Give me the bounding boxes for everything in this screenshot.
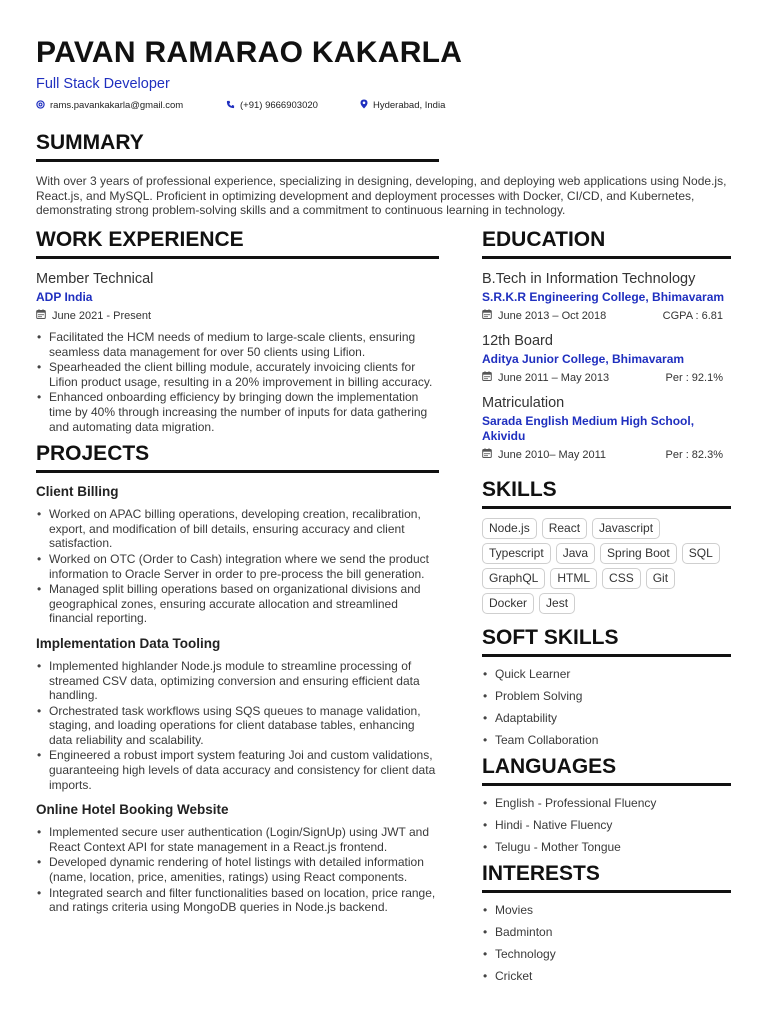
- skill-chip: Docker: [482, 593, 534, 614]
- list-item: • Technology: [482, 947, 731, 961]
- project-bullets: [36, 825, 439, 915]
- list-item: • Worked on OTC (Order to Cash) integration where we send the product information to Oracle Server in order to pre-process the bill generation.: [36, 552, 439, 581]
- project-title: Online Hotel Booking Website: [36, 802, 229, 818]
- list-item: • Cricket: [482, 969, 731, 983]
- job-dates: [36, 309, 439, 323]
- list-item: • English - Professional Fluency: [482, 796, 731, 810]
- calendar-icon: [482, 448, 498, 462]
- education-score: CGPA : 6.81: [662, 310, 723, 322]
- work-divider: [36, 256, 439, 259]
- list-item: • Movies: [482, 903, 731, 917]
- contact-row: [36, 99, 736, 113]
- projects-heading: PROJECTS: [36, 442, 150, 466]
- project-bullets: [36, 507, 439, 626]
- list-item: • Quick Learner: [482, 667, 731, 681]
- calendar-icon: [36, 309, 52, 323]
- list-item: • Problem Solving: [482, 689, 731, 703]
- list-item: • Badminton: [482, 925, 731, 939]
- languages-list: [482, 796, 731, 854]
- education-divider: [482, 256, 731, 259]
- summary-divider: [36, 159, 439, 162]
- work-bullets: [36, 330, 439, 434]
- summary-text: With over 3 years of professional experience, specializing in designing, developing, and deploying web applications using Node.js, React.js, and MySQL. Proficient in optimizing development and deployment processes with Docker, CI/CD, and Kubernetes, demonstrating strong problem-solving skills and a commitment to continuous learning in technology.: [36, 174, 727, 217]
- list-item: • Worked on APAC billing operations, developing creation, recalibration, export, and modification of bill details, ensuring accuracy and client satisfaction.: [36, 507, 439, 551]
- project-title: Implementation Data Tooling: [36, 635, 221, 651]
- job-dates-text: June 2021 - Present: [52, 310, 152, 322]
- skills-heading: SKILLS: [482, 478, 557, 501]
- education-heading: EDUCATION: [482, 228, 606, 251]
- contact-email[interactable]: [36, 99, 226, 113]
- list-item: • Engineered a robust import system featuring Joi and custom validations, guaranteeing high levels of data accuracy and consistency for client data imports.: [36, 748, 439, 792]
- calendar-icon: [482, 309, 498, 323]
- skill-chip: Node.js: [482, 518, 537, 539]
- summary-heading: SUMMARY: [36, 131, 144, 154]
- job-title: Member Technical: [36, 271, 154, 287]
- project-title: Client Billing: [36, 484, 119, 500]
- interests-divider: [482, 890, 731, 893]
- skills-divider: [482, 506, 731, 509]
- skill-chip: Typescript: [482, 543, 551, 564]
- calendar-icon: [482, 371, 498, 385]
- education-score: Per : 92.1%: [665, 372, 723, 384]
- work-heading: WORK EXPERIENCE: [36, 228, 244, 251]
- skill-chip: SQL: [682, 543, 720, 564]
- map-pin-icon: [360, 99, 373, 113]
- education-dates-text: June 2010– May 2011: [498, 449, 607, 461]
- phone-icon: [226, 100, 240, 113]
- skill-chip: HTML: [550, 568, 597, 589]
- list-item: • Telugu - Mother Tongue: [482, 840, 731, 854]
- education-dates-text: June 2011 – May 2013: [498, 372, 610, 384]
- interests-section: [482, 862, 731, 983]
- education-dates: [482, 371, 731, 385]
- languages-section: [482, 755, 731, 854]
- education-school: Sarada English Medium High School, Akividu: [482, 414, 695, 443]
- skill-chip: Java: [556, 543, 595, 564]
- skills-section: [482, 478, 731, 618]
- list-item: • Managed split billing operations based on organizational divisions and geographical zones, ensuring accurate allocation and streamlined financial reporting.: [36, 582, 439, 626]
- soft-skills-list: [482, 667, 731, 747]
- contact-phone[interactable]: [226, 99, 360, 113]
- projects-divider: [36, 470, 439, 473]
- phone-text: (+91) 9666903020: [240, 100, 318, 111]
- list-item: • Facilitated the HCM needs of medium to large-scale clients, ensuring seamless data management for over 50 clients using Lifion.: [36, 330, 439, 359]
- contact-location: [360, 99, 445, 113]
- company-name: ADP India: [36, 290, 93, 304]
- candidate-role: Full Stack Developer: [36, 76, 170, 92]
- education-degree: Matriculation: [482, 395, 565, 411]
- skill-chip: Jest: [539, 593, 575, 614]
- skill-chip: Spring Boot: [600, 543, 677, 564]
- education-degree: 12th Board: [482, 333, 553, 349]
- projects-section: [36, 442, 439, 915]
- list-item: • Spearheaded the client billing module, accurately invoicing clients for Lifion product usage, resulting in a 20% improvement in billing accuracy.: [36, 360, 439, 389]
- summary-section: [36, 131, 738, 218]
- skill-chip: Git: [646, 568, 675, 589]
- skill-chip: CSS: [602, 568, 641, 589]
- soft-skills-divider: [482, 654, 731, 657]
- resume-header: [36, 36, 736, 113]
- list-item: • Enhanced onboarding efficiency by bringing down the implementation time by 40% through increasing the number of inputs for data gathering and automating data migration.: [36, 390, 439, 434]
- location-text: Hyderabad, India: [373, 100, 446, 111]
- soft-skills-heading: SOFT SKILLS: [482, 626, 619, 649]
- list-item: • Team Collaboration: [482, 733, 731, 747]
- education-dates: [482, 309, 731, 323]
- soft-skills-section: [482, 626, 731, 747]
- list-item: • Hindi - Native Fluency: [482, 818, 731, 832]
- education-score: Per : 82.3%: [665, 449, 723, 461]
- skill-chip: GraphQL: [482, 568, 545, 589]
- list-item: • Integrated search and filter functionalities based on location, price range, and ratings criteria using MongoDB queries in Node.js backend.: [36, 886, 439, 915]
- education-school: S.R.K.R Engineering College, Bhimavaram: [482, 290, 725, 304]
- list-item: • Implemented highlander Node.js module to streamline processing of streamed CSV data, optimizing conversion and ensuring efficient data handling.: [36, 659, 439, 703]
- education-degree: B.Tech in Information Technology: [482, 271, 696, 287]
- project-bullets: [36, 659, 439, 792]
- languages-heading: LANGUAGES: [482, 755, 617, 778]
- interests-heading: INTERESTS: [482, 862, 600, 885]
- skills-list: [482, 518, 731, 618]
- list-item: • Implemented secure user authentication (Login/SignUp) using JWT and React Context API for state management in a React.js frontend.: [36, 825, 439, 854]
- skill-chip: Javascript: [592, 518, 660, 539]
- interests-list: [482, 903, 731, 983]
- candidate-name: PAVAN RAMARAO KAKARLA: [36, 36, 463, 69]
- right-column: [482, 228, 731, 991]
- skill-chip: React: [542, 518, 587, 539]
- list-item: • Developed dynamic rendering of hotel listings with detailed information (name, location, price, amenities, ratings) using React components.: [36, 855, 439, 884]
- languages-divider: [482, 783, 731, 786]
- education-school: Aditya Junior College, Bhimavaram: [482, 352, 685, 366]
- education-dates-text: June 2013 – Oct 2018: [498, 310, 607, 322]
- list-item: • Adaptability: [482, 711, 731, 725]
- at-icon: [36, 100, 50, 113]
- education-section: [482, 228, 731, 462]
- left-column: [36, 228, 439, 916]
- list-item: • Orchestrated task workflows using SQS queues to manage validation, staging, and loading operations for client database tables, enhancing data reliability and scalability.: [36, 704, 439, 748]
- education-dates: [482, 448, 731, 462]
- email-text: rams.pavankakarla@gmail.com: [50, 100, 184, 111]
- work-experience-section: [36, 228, 439, 434]
